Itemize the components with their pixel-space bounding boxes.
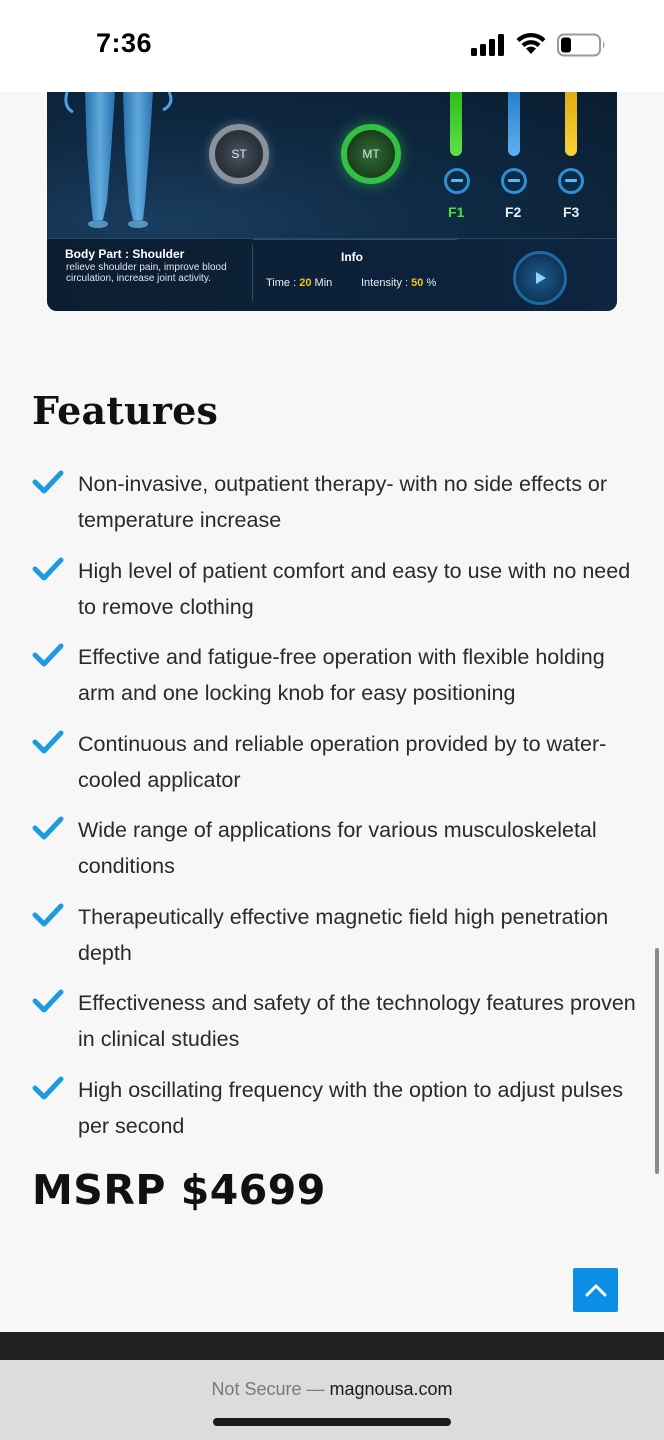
feature-text: High level of patient comfort and easy to use with no need to remove clothing <box>78 558 631 619</box>
feature-item <box>32 985 642 1072</box>
f3-minus-icon <box>558 168 584 194</box>
check-icon <box>32 816 64 840</box>
feature-item <box>32 899 642 986</box>
f1-level-bar <box>450 92 462 156</box>
check-icon <box>32 730 64 754</box>
body-part-description: relieve shoulder pain, improve blood circulation, increase joint activity. <box>66 262 227 284</box>
back-to-top-button[interactable] <box>573 1268 618 1312</box>
signal-icon <box>471 34 505 56</box>
f1-minus-icon <box>444 168 470 194</box>
feature-item <box>32 726 642 813</box>
feature-text: Non-invasive, outpatient therapy- with no side effects or temperature increase <box>78 472 608 532</box>
time-value: 20 <box>299 277 312 289</box>
mode-mt-button <box>341 124 401 184</box>
f2-label: F2 <box>505 204 522 220</box>
feature-item <box>32 639 642 726</box>
info-time: Time : 20 Min <box>266 277 333 289</box>
status-bar <box>0 0 664 92</box>
feature-text: High oscillating frequency with the option to adjust pulses per second <box>78 1077 623 1138</box>
info-divider <box>252 245 253 301</box>
check-icon <box>32 643 64 667</box>
feature-text: Continuous and reliable operation provided by to water-cooled applicator <box>78 731 607 792</box>
info-title-line <box>253 239 457 240</box>
info-intensity: Intensity : 50 % <box>361 277 437 289</box>
feature-list <box>32 466 642 1158</box>
check-icon <box>32 1076 64 1100</box>
feature-item <box>32 1072 642 1159</box>
feature-text: Effectiveness and safety of the technology features proven in clinical studies <box>78 991 636 1051</box>
f3-level-bar <box>565 92 577 156</box>
feature-text: Therapeutically effective magnetic field high penetration depth <box>78 904 609 965</box>
mode-st-label: ST <box>231 147 247 161</box>
mode-st-button <box>209 124 269 184</box>
f2-minus-icon <box>501 168 527 194</box>
intensity-value: 50 <box>411 277 424 289</box>
f1-label: F1 <box>448 204 465 220</box>
check-icon <box>32 903 64 927</box>
price-label: MSRP $4699 <box>32 1166 326 1214</box>
body-figure-image <box>57 92 187 232</box>
play-icon <box>513 251 567 305</box>
body-part-title: Body Part : Shoulder <box>65 247 185 261</box>
device-info-strip <box>47 238 617 311</box>
mode-mt-label: MT <box>362 147 380 161</box>
feature-item <box>32 553 642 640</box>
info-title: Info <box>341 250 363 264</box>
browser-address-bar[interactable] <box>0 1360 664 1440</box>
f3-label: F3 <box>563 204 580 220</box>
f2-level-bar <box>508 92 520 156</box>
home-indicator[interactable] <box>213 1418 451 1426</box>
check-icon <box>32 989 64 1013</box>
wifi-icon <box>515 32 547 56</box>
chevron-up-icon <box>585 1283 607 1297</box>
security-label: Not Secure — <box>211 1379 330 1399</box>
check-icon <box>32 470 64 494</box>
url-domain: magnousa.com <box>329 1379 453 1399</box>
feature-text: Wide range of applications for various musculoskeletal conditions <box>78 818 597 878</box>
device-screen-image <box>47 92 617 311</box>
status-time: 7:36 <box>96 28 153 58</box>
url-display[interactable] <box>0 1379 664 1400</box>
battery-icon <box>557 33 607 57</box>
check-icon <box>32 557 64 581</box>
feature-text: Effective and fatigue-free operation with flexible holding arm and one locking knob for easy positioning <box>78 645 605 705</box>
feature-item <box>32 812 642 899</box>
scrollbar[interactable] <box>655 948 659 1174</box>
site-footer <box>0 1332 664 1360</box>
feature-item <box>32 466 642 553</box>
features-heading: Features <box>32 388 219 433</box>
